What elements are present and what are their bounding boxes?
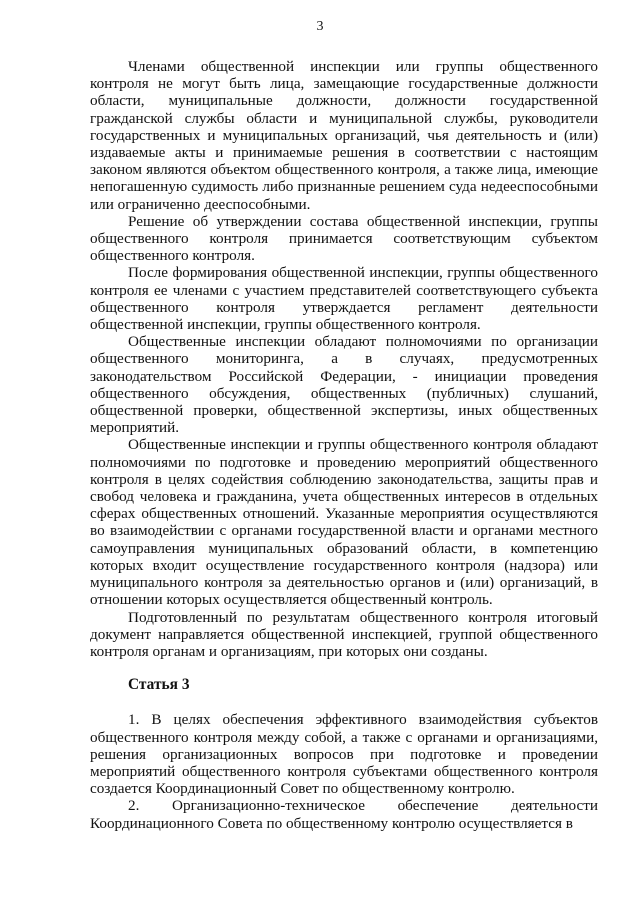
spacer [90, 693, 598, 711]
paragraph-article-3-item-2: 2. Организационно-техническое обеспечение деятельности Координационного Совета по общественному контролю осуществляется в [90, 797, 598, 832]
paragraph-decision: Решение об утверждении состава общественной инспекции, группы общественного контроля принимается соответствующим субъектом общественного контроля. [90, 212, 598, 265]
page-number: 3 [316, 19, 324, 34]
spacer [90, 660, 598, 676]
paragraph-members: Членами общественной инспекции или группы общественного контроля не могут быть лица, замещающие государственные должности области, муниципальные должности, должности государственной гражданской службы области и муниципальной службы, руководители государственных и муниципальных организаций, чья деятельность и (или) издаваемые акты и принимаемые решения в соответствии с настоящим законом являются объектом общественного контроля, а также лица, имеющие непогашенную судимость либо признанные решением суда недееспособными или ограниченно дееспособными. [90, 58, 598, 213]
paragraph-inspection-powers: Общественные инспекции обладают полномочиями по организации общественного мониторинга, а в случаях, предусмотренных законодательством Российской Федерации, - инициации проведения общественного обсуждения, общественных (публичных) слушаний, общественной проверки, общественной экспертизы, иных общественных мероприятий. [90, 333, 598, 437]
paragraph-article-3-item-1: 1. В целях обеспечения эффективного взаимодействия субъектов общественного контроля между собой, а также с органами и организациями, решения организационных вопросов при подготовке и проведении мероприятий общественного контроля субъектами общественного контроля создается Координационный Совет по общественному контролю. [90, 711, 598, 798]
article-heading: Статья 3 [128, 676, 190, 694]
paragraph-regulation: После формирования общественной инспекции, группы общественного контроля ее членами с участием представителей соответствующего субъекта общественного контроля утверждается регламент деятельности общественной инспекции, группы общественного контроля. [90, 264, 598, 334]
paragraph-final-document: Подготовленный по результатам общественного контроля итоговый документ направляется общественной инспекцией, группой общественного контроля органам и организациям, при которых они созданы. [90, 608, 598, 660]
paragraph-groups-powers: Общественные инспекции и группы общественного контроля обладают полномочиями по подготовке и проведению мероприятий общественного контроля в целях содействия соблюдению законодательства, защиты прав и свобод человека и гражданина, учета общественных интересов в отдельных сферах общественных отношений. Указанные мероприятия осуществляются во взаимодействии с органами государственной власти и органами местного самоуправления муниципальных образований области, в компетенцию которых входит осуществление государственного контроля (надзора) или муниципального контроля за деятельностью органов и (или) организаций, в отношении которых осуществляется общественный контроль. [90, 436, 598, 609]
document-body [90, 58, 598, 832]
